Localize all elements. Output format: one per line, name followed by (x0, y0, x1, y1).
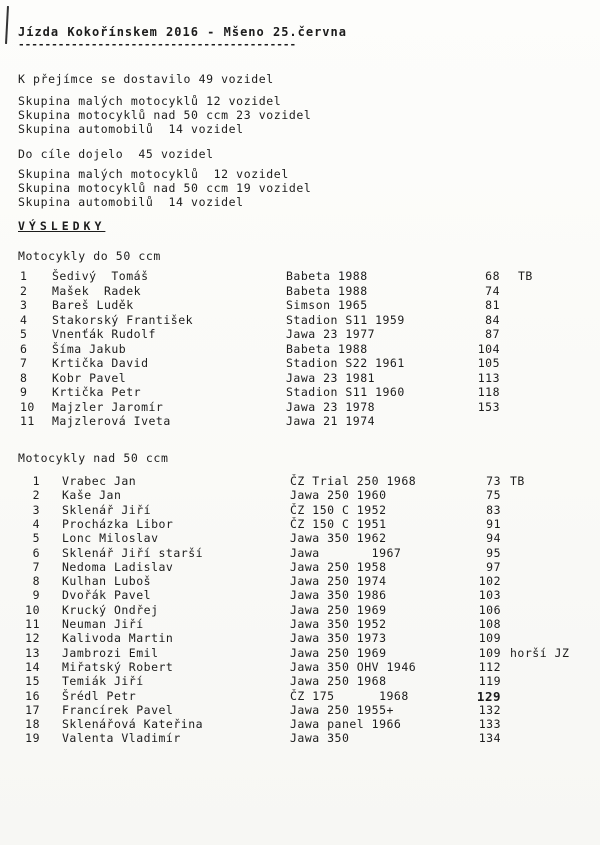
name-cell: Šrédl Petr (62, 688, 137, 703)
machine-cell: Jawa 250 1968 (290, 674, 387, 689)
title-underline: ------------------------------------------ (18, 38, 297, 51)
table-row (20, 328, 580, 341)
score-cell: 109 (478, 645, 501, 660)
score-cell: 91 (486, 516, 501, 531)
table-row (22, 632, 582, 645)
table-row (22, 589, 582, 602)
name-cell: Šíma Jakub (52, 341, 127, 356)
arrived-group: Skupina automobilů 14 vozidel (18, 122, 244, 136)
table-row (22, 547, 582, 560)
rank-cell: 5 (32, 531, 40, 546)
arrived-count: K přejímce se dostavilo 49 vozidel (18, 72, 274, 86)
score-cell: 134 (478, 731, 501, 746)
machine-cell: ČZ 150 C 1952 (290, 502, 387, 517)
rank-cell: 7 (20, 356, 28, 370)
score-cell: 103 (478, 588, 501, 603)
rank-cell: 15 (25, 674, 40, 689)
name-cell: Vrabec Jan (62, 474, 137, 488)
machine-cell: Jawa 250 1958 (290, 559, 387, 574)
machine-cell: ČZ 150 C 1951 (290, 516, 387, 531)
score-cell: 106 (478, 602, 501, 617)
machine-cell: Stadion S11 1960 (286, 385, 405, 399)
score-cell: 81 (485, 298, 500, 312)
rank-cell: 10 (20, 399, 35, 414)
table-row (20, 270, 580, 283)
name-cell: Majzlerová Iveta (52, 414, 171, 428)
results-heading: VÝSLEDKY (18, 219, 106, 233)
finished-group: Skupina malých motocyklů 12 vozidel (18, 167, 289, 181)
score-cell: 84 (485, 312, 500, 327)
table-row (22, 732, 582, 745)
table-row (22, 647, 582, 660)
rank-cell: 10 (25, 602, 40, 617)
section-heading-over-50: Motocykly nad 50 ccm (18, 451, 169, 465)
rank-cell: 5 (20, 327, 28, 341)
score-cell: 97 (486, 559, 501, 574)
machine-cell: Jawa 350 1986 (290, 588, 387, 603)
rank-cell: 8 (32, 574, 40, 589)
name-cell: Sklenář Jiří starší (62, 545, 204, 560)
machine-cell: Jawa 23 1977 (286, 327, 376, 341)
rank-cell: 9 (20, 385, 28, 399)
table-row (20, 285, 580, 298)
name-cell: Temiák Jiří (62, 674, 144, 689)
finished-group: Skupina automobilů 14 vozidel (18, 195, 244, 209)
table-row (20, 314, 580, 327)
rank-cell: 11 (25, 617, 40, 631)
machine-cell: Jawa 23 1978 (286, 399, 376, 414)
machine-cell: Jawa 250 1969 (290, 645, 387, 660)
table-row (20, 299, 580, 312)
machine-cell: ČZ Trial 250 1968 (290, 474, 417, 488)
rank-cell: 18 (25, 717, 40, 732)
score-cell: 153 (477, 399, 500, 414)
score-cell: 83 (486, 502, 501, 517)
machine-cell: Babeta 1988 (286, 269, 368, 283)
table-row (22, 718, 582, 731)
rank-cell: 2 (32, 488, 40, 503)
score-cell: 104 (477, 341, 500, 356)
table-row (22, 489, 582, 502)
table-row (22, 675, 582, 688)
finished-count: Do cíle dojelo 45 vozidel (18, 147, 214, 161)
table-row (22, 518, 582, 531)
rank-cell: 16 (25, 688, 40, 703)
rank-cell: 11 (20, 414, 35, 428)
score-cell: 95 (486, 545, 501, 560)
table-row (22, 704, 582, 717)
arrived-group: Skupina motocyklů nad 50 ccm 23 vozidel (18, 108, 312, 122)
machine-cell: Jawa 350 OHV 1946 (290, 659, 417, 674)
machine-cell: Jawa 250 1974 (290, 574, 387, 589)
machine-cell: Jawa 350 1962 (290, 531, 387, 546)
score-cell: 109 (478, 631, 501, 646)
score-cell: 119 (478, 674, 501, 689)
machine-cell: Jawa 23 1981 (286, 370, 376, 385)
name-cell: Vnenťák Rudolf (52, 327, 156, 341)
machine-cell: Stadion S22 1961 (286, 356, 405, 370)
arrived-group: Skupina malých motocyklů 12 vozidel (18, 94, 282, 108)
name-cell: Krtička David (52, 356, 149, 370)
table-row (22, 618, 582, 631)
name-cell: Sklenář Jiří (62, 502, 152, 517)
name-cell: Dvořák Pavel (62, 588, 152, 603)
machine-cell: Jawa 250 1955+ (290, 702, 394, 717)
rank-cell: 9 (32, 588, 40, 603)
note-cell: horší JZ (510, 645, 570, 660)
name-cell: Šedivý Tomáš (52, 269, 149, 283)
machine-cell: Simson 1965 (286, 298, 368, 312)
table-row (22, 690, 582, 703)
name-cell: Sklenářová Kateřina (62, 717, 204, 732)
machine-cell: Jawa panel 1966 (290, 717, 402, 732)
score-cell: 73 (486, 474, 501, 488)
score-cell: 129 (476, 688, 501, 704)
table-row (22, 575, 582, 588)
name-cell: Kalivoda Martin (62, 631, 174, 646)
table-row (22, 475, 582, 488)
score-cell: 94 (486, 531, 501, 546)
score-cell: 87 (485, 327, 500, 341)
score-cell: 74 (485, 283, 500, 298)
rank-cell: 7 (32, 559, 40, 574)
name-cell: Krucký Ondřej (62, 602, 159, 617)
table-row (20, 401, 580, 414)
machine-cell: Babeta 1988 (286, 341, 368, 356)
table-row (22, 661, 582, 674)
score-cell: 118 (477, 385, 500, 399)
name-cell: Stakorský František (52, 312, 194, 327)
table-row (20, 386, 580, 399)
name-cell: Kobr Pavel (52, 370, 127, 385)
name-cell: Miřatský Robert (62, 659, 174, 674)
score-cell: 113 (477, 370, 500, 385)
machine-cell: Stadion S11 1959 (286, 312, 405, 327)
table-row (22, 532, 582, 545)
machine-cell: Jawa 1967 (290, 545, 402, 560)
name-cell: Kulhan Luboš (62, 574, 152, 589)
rank-cell: 17 (25, 702, 40, 717)
machine-cell: ČZ 175 1968 (290, 688, 409, 703)
section-heading-under-50: Motocykly do 50 ccm (18, 249, 161, 263)
name-cell: Procházka Libor (62, 516, 174, 531)
name-cell: Kaše Jan (62, 488, 122, 503)
name-cell: Mašek Radek (52, 283, 142, 298)
name-cell: Valenta Vladimír (62, 731, 181, 746)
rank-cell: 14 (25, 659, 40, 674)
table-row (20, 415, 580, 428)
name-cell: Neuman Jiří (62, 617, 144, 631)
score-cell: 108 (478, 617, 501, 631)
rank-cell: 2 (20, 283, 28, 298)
rank-cell: 1 (20, 269, 28, 283)
name-cell: Jambrozi Emil (62, 645, 159, 660)
score-cell: 75 (486, 488, 501, 503)
machine-cell: Jawa 250 1960 (290, 488, 387, 503)
note-cell: TB (518, 269, 533, 283)
rank-cell: 1 (32, 474, 40, 488)
table-row (20, 357, 580, 370)
rank-cell: 13 (25, 645, 40, 660)
name-cell: Nedoma Ladislav (62, 559, 174, 574)
name-cell: Francírek Pavel (62, 702, 174, 717)
machine-cell: Jawa 350 1973 (290, 631, 387, 646)
table-row (20, 343, 580, 356)
name-cell: Krtička Petr (52, 385, 142, 399)
score-cell: 68 (485, 269, 500, 283)
table-row (20, 372, 580, 385)
table-row (22, 561, 582, 574)
pen-mark (5, 6, 9, 44)
rank-cell: 4 (20, 312, 28, 327)
machine-cell: Babeta 1988 (286, 283, 368, 298)
machine-cell: Jawa 21 1974 (286, 414, 376, 428)
machine-cell: Jawa 250 1969 (290, 602, 387, 617)
rank-cell: 3 (20, 298, 28, 312)
rank-cell: 3 (32, 502, 40, 517)
score-cell: 105 (477, 356, 500, 370)
rank-cell: 19 (25, 731, 40, 746)
name-cell: Bareš Luděk (52, 298, 134, 312)
rank-cell: 8 (20, 370, 28, 385)
table-row (22, 504, 582, 517)
name-cell: Lonc Miloslav (62, 531, 159, 546)
rank-cell: 12 (25, 631, 40, 646)
score-cell: 132 (478, 702, 501, 717)
score-cell: 112 (478, 659, 501, 674)
machine-cell: Jawa 350 (290, 731, 350, 746)
finished-group: Skupina motocyklů nad 50 ccm 19 vozidel (18, 181, 312, 195)
document-title: Jízda Kokořínskem 2016 - Mšeno 25.června (18, 25, 347, 39)
rank-cell: 6 (32, 545, 40, 560)
machine-cell: Jawa 350 1952 (290, 617, 387, 631)
score-cell: 133 (478, 717, 501, 732)
name-cell: Majzler Jaromír (52, 399, 164, 414)
table-row (22, 604, 582, 617)
score-cell: 102 (478, 574, 501, 589)
note-cell: TB (510, 474, 525, 488)
rank-cell: 4 (32, 516, 40, 531)
rank-cell: 6 (20, 341, 28, 356)
